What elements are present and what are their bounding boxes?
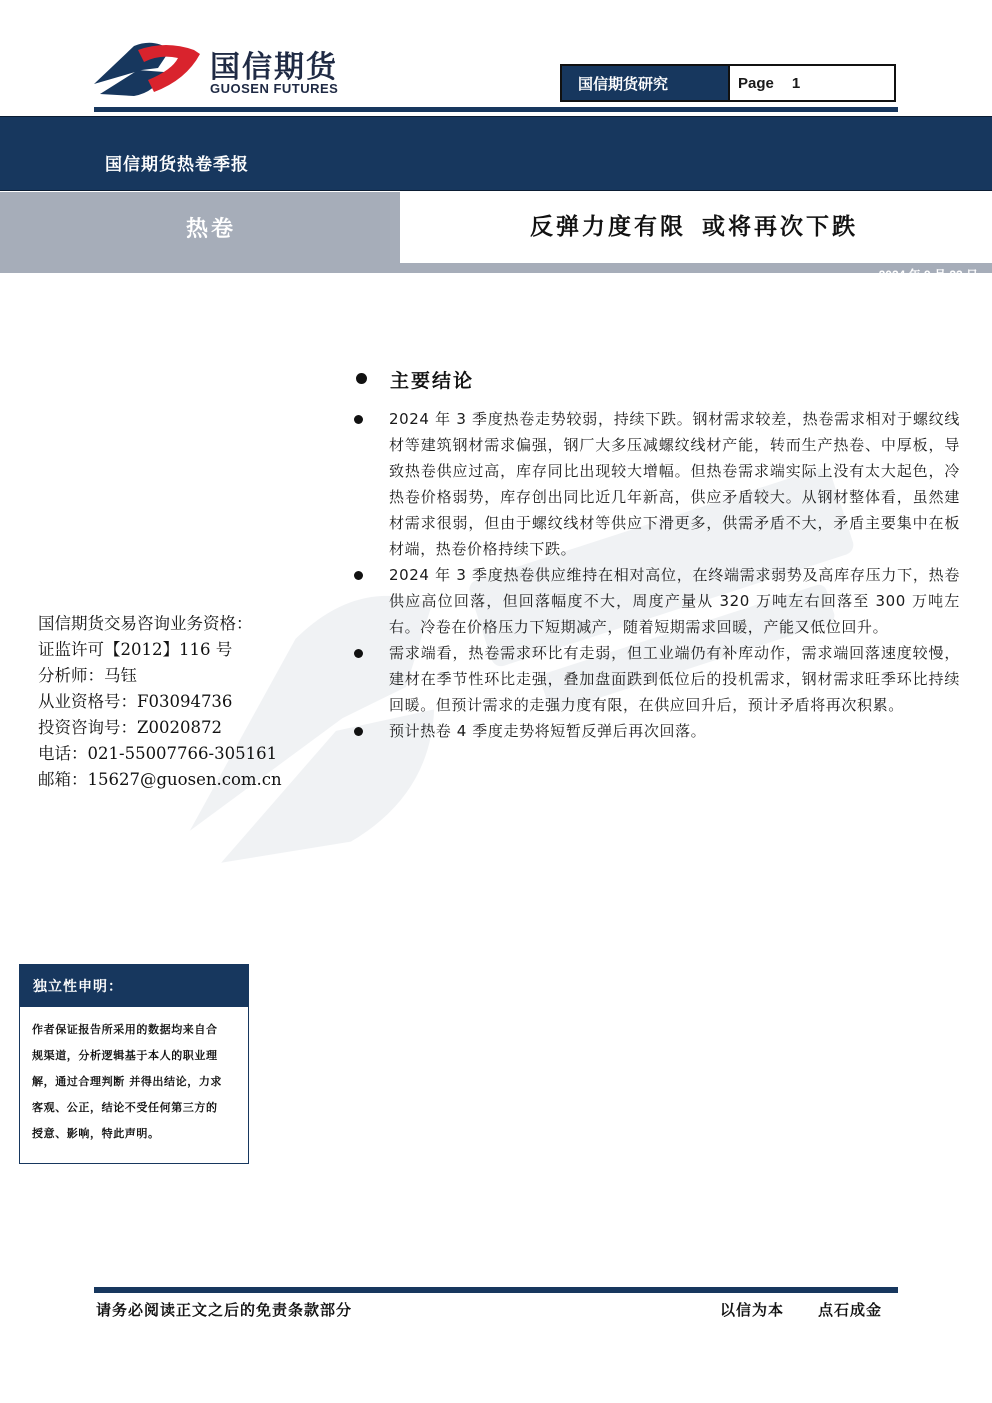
phone-line: 电话：021-55007766-305161 bbox=[38, 744, 278, 763]
list-item bbox=[352, 718, 960, 744]
list-item bbox=[352, 406, 960, 562]
independence-box bbox=[19, 964, 249, 1164]
research-page-box bbox=[560, 64, 896, 102]
license-line: 证监许可【2012】116 号 bbox=[38, 640, 233, 659]
independence-line: 解，通过合理判断 并得出结论，力求 bbox=[32, 1075, 223, 1088]
bullet-icon bbox=[354, 571, 363, 580]
email-line: 邮箱：15627@guosen.com.cn bbox=[38, 770, 282, 789]
slogan-2: 点石成金 bbox=[818, 1301, 883, 1319]
bullet-icon bbox=[354, 727, 363, 736]
section-bullet-icon bbox=[356, 373, 367, 384]
bullet-icon bbox=[354, 415, 363, 424]
consult-number: 投资咨询号：Z0020872 bbox=[38, 718, 222, 737]
conclusions-list bbox=[352, 406, 960, 744]
conclusions-title: 主要结论 bbox=[390, 370, 475, 392]
brand-name-cn: 国信期货 bbox=[210, 50, 338, 85]
analyst-name: 分析师：马钰 bbox=[38, 666, 137, 685]
independence-line: 客观、公正，结论不受任何第三方的 bbox=[32, 1101, 218, 1114]
list-item bbox=[352, 640, 960, 718]
independence-line: 授意、影响，特此声明。 bbox=[32, 1127, 160, 1140]
footer-slogan bbox=[720, 1299, 882, 1320]
independence-line: 作者保证报告所采用的数据均来自合 bbox=[32, 1023, 218, 1036]
conclusion-text: 2024 年 3 季度热卷供应维持在相对高位，在终端需求弱势及高库存压力下，热卷供应高位回落，但回落幅度不大，周度产量从 320 万吨左右回落至 300 万吨左右。冷卷在价格压力下短期减产，随着短期需求回暖，产能又低位回升。 bbox=[389, 566, 960, 636]
list-item bbox=[352, 562, 960, 640]
footer-rule bbox=[94, 1287, 898, 1293]
conclusion-text: 2024 年 3 季度热卷走势较弱，持续下跌。钢材需求较差，热卷需求相对于螺纹线材等建筑钢材需求偏强，钢厂大多压减螺纹线材产能，转而生产热卷、中厚板，导致热卷供应过高，库存同比出现较大增幅。但热卷需求端实际上没有太大起色，冷热卷价格弱势，库存创出同比近几年新高，供应矛盾较大。从钢材整体看，虽然建材需求很弱，但由于螺纹线材等供应下滑更多，供需矛盾不大，矛盾主要集中在板材端，热卷价格持续下跌。 bbox=[389, 410, 960, 558]
header-rule bbox=[94, 107, 898, 112]
report-headline bbox=[530, 208, 858, 241]
analyst-info bbox=[38, 611, 282, 793]
independence-body bbox=[20, 1007, 248, 1147]
page-number: 1 bbox=[791, 74, 801, 92]
guosen-logo-icon bbox=[94, 40, 200, 104]
headline-part-2: 或将再次下跌 bbox=[702, 214, 858, 240]
disclaimer-notice: 请务必阅读正文之后的免责条款部分 bbox=[96, 1301, 353, 1319]
practice-number: 从业资格号：F03094736 bbox=[38, 692, 233, 711]
bullet-icon bbox=[354, 649, 363, 658]
page-indicator bbox=[728, 66, 894, 100]
independence-title: 独立性申明： bbox=[20, 965, 248, 1007]
slogan-1: 以信为本 bbox=[720, 1301, 785, 1319]
research-label: 国信期货研究 bbox=[562, 66, 728, 100]
headline-part-1: 反弹力度有限 bbox=[530, 214, 686, 240]
brand-name-en: GUOSEN FUTURES bbox=[210, 81, 339, 96]
report-date: 2024 年 9 月 22 日 bbox=[878, 268, 978, 282]
independence-line: 规渠道，分析逻辑基于本人的职业理 bbox=[32, 1049, 218, 1062]
sector-title: 热卷 bbox=[186, 217, 237, 242]
qualification-line: 国信期货交易咨询业务资格： bbox=[38, 614, 253, 633]
report-type: 国信期货热卷季报 bbox=[105, 155, 249, 175]
page-label: Page bbox=[738, 74, 774, 92]
conclusion-text: 需求端看，热卷需求环比有走弱，但工业端仍有补库动作，需求端回落速度较慢，建材在季节性环比走强，叠加盘面跌到低位后的投机需求，钢材需求旺季环比持续回暖。但预计需求的走强力度有限，在供应回升后，预计矛盾将再次积累。 bbox=[389, 644, 960, 714]
conclusion-text: 预计热卷 4 季度走势将短暂反弹后再次回落。 bbox=[389, 722, 707, 740]
